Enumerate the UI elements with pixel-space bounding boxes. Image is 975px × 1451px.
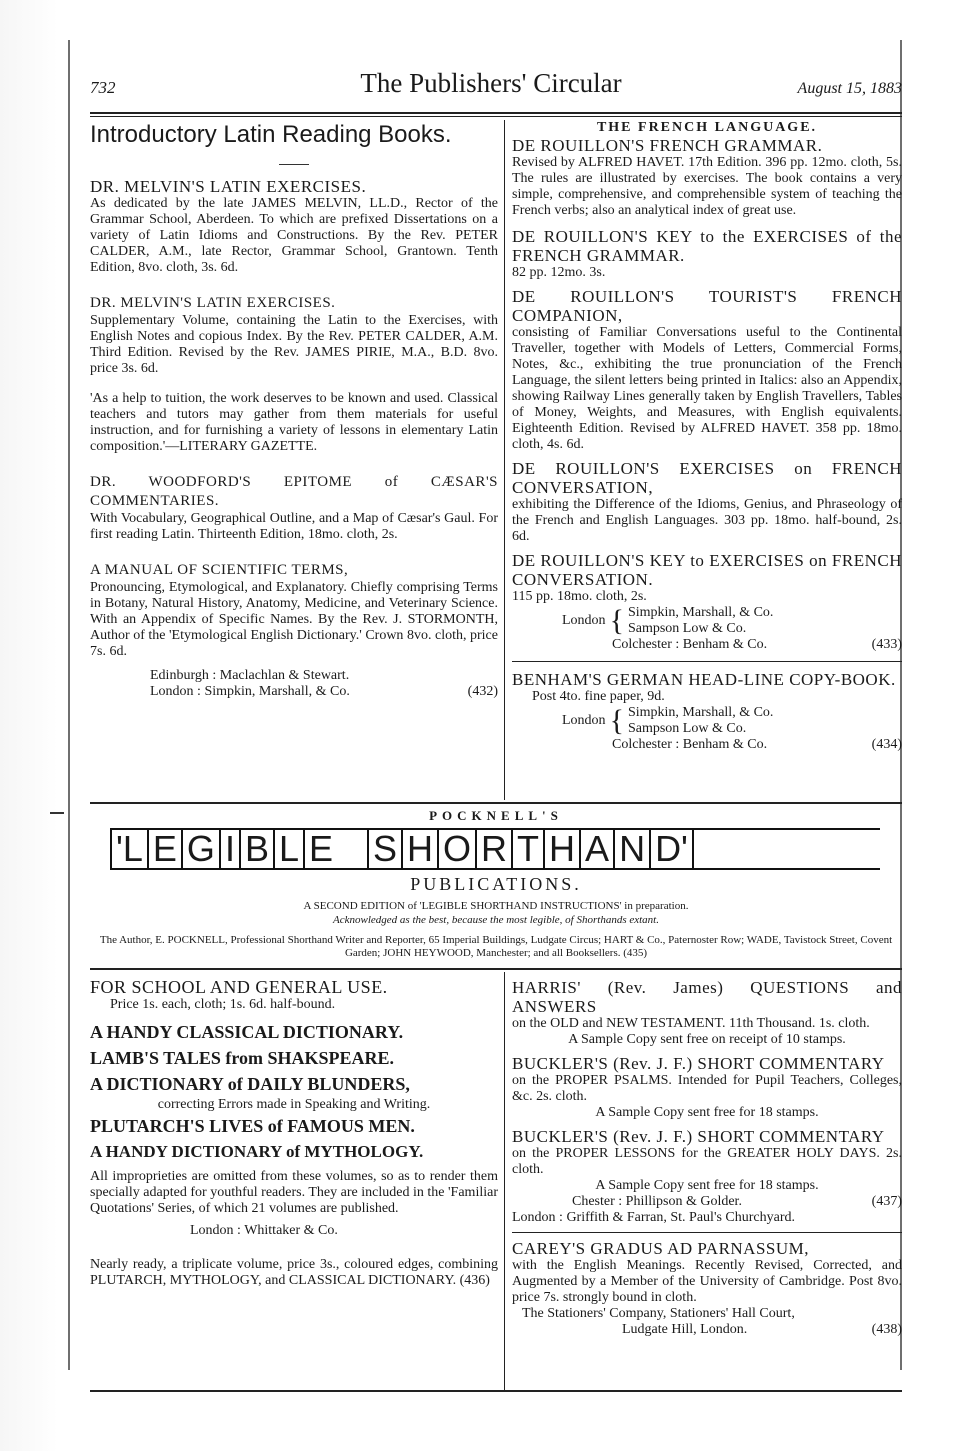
ad-body: With Vocabulary, Geographical Outline, and a Map of Cæsar's Gaul. For first reading Latin. Thirteenth Edition, 18mo. cloth, 2s.	[90, 511, 498, 542]
publisher-name: Simpkin, Marshall, & Co.	[627, 705, 774, 720]
london-label: London	[562, 613, 606, 628]
ad-body: consisting of Familiar Conversations useful to the Continental Traveller, together with Models of Letters, Commercial Forms, Notes, &c., exhibiting the true pronunciation of the French Language, the silent letters being printed in Italics: also an Appendix, showing Railway Lines generally taken by English Travellers, Tables of Money, Weights, and Measures, with English equivalents. Eighteenth Edition. Revised by ALFRED HAVET. 358 pp. 18mo. cloth, 4s. 6d.	[512, 325, 902, 452]
publisher-name: Sampson Low & Co.	[627, 721, 747, 736]
banner-letter: R	[475, 830, 511, 868]
chester-line	[512, 1194, 902, 1210]
book-title: A HANDY CLASSICAL DICTIONARY.	[90, 1022, 404, 1042]
footer-rule	[90, 1390, 902, 1392]
banner-letter: H	[543, 830, 579, 868]
column-divider-top	[504, 120, 505, 800]
book-title: LAMB'S TALES from SHAKSPEARE.	[90, 1048, 395, 1068]
ad-number: (437)	[871, 1194, 902, 1209]
book-subtitle: correcting Errors made in Speaking and Writing.	[157, 1097, 431, 1112]
ad-price: Price 1s. each, cloth; 1s. 6d. half-bound.	[110, 997, 336, 1012]
banner-letter: S	[367, 830, 401, 868]
whittaker-ad	[90, 978, 498, 1289]
ad-body: exhibiting the Difference of the Idioms, Genius, and Phraseology of the French and English Languages. 303 pp. 18mo. half-bound, 2s. 6d.	[512, 497, 902, 544]
buckler-lessons-ad	[512, 1127, 902, 1194]
melvin-exercises-ad	[90, 177, 498, 276]
ad-rule	[512, 1232, 902, 1233]
ad-title: DE ROUILLON'S TOURIST'S FRENCH COMPANION,	[512, 287, 902, 325]
publisher-name: Sampson Low & Co.	[627, 621, 747, 636]
section-rule	[90, 968, 902, 970]
brace-icon: {	[609, 604, 624, 637]
left-heading: Introductory Latin Reading Books.	[90, 121, 452, 148]
section-rule	[90, 802, 902, 804]
ad-body: on the PROPER PSALMS. Intended for Pupil Teachers, Colleges, &c. 2s. cloth.	[512, 1073, 902, 1104]
buckler-psalms-ad	[512, 1054, 902, 1121]
ad-title: DE ROUILLON'S KEY to the EXERCISES of the FRENCH GRAMMAR.	[512, 227, 902, 265]
ad-number: (438)	[871, 1322, 902, 1337]
ad-number: (434)	[871, 737, 902, 752]
ad-number: (432)	[467, 684, 498, 699]
ad-title: HARRIS' (Rev. James) QUESTIONS and ANSWERS	[512, 978, 902, 1016]
rouillon-key-ad	[512, 227, 902, 281]
literary-gazette-quote: 'As a help to tuition, the work deserves to be known and used. Classical teachers and tutors may gather from them materials for useful instruction, and for furnishing a variety of lessons in elementary Latin composition.'—LITERARY GAZETTE.	[90, 391, 498, 454]
carey-gradus-ad	[512, 1239, 902, 1306]
imprint-london: London : Whittaker & Co.	[190, 1223, 338, 1238]
ad-title: BUCKLER'S (Rev. J. F.) SHORT COMMENTARY	[512, 1054, 885, 1073]
ad-body: on the PROPER LESSONS for the GREATER HOLY DAYS. 2s. cloth.	[512, 1146, 902, 1177]
banner-letter: I	[219, 830, 239, 868]
banner-letter: B	[239, 830, 273, 868]
sample-note: A Sample Copy sent free for 18 stamps.	[595, 1105, 819, 1120]
publisher-name: Simpkin, Marshall, & Co.	[627, 605, 774, 620]
imprint-london	[90, 684, 498, 700]
ad-title: FOR SCHOOL AND GENERAL USE.	[90, 977, 388, 997]
banner-letter: L	[273, 830, 303, 868]
page-title: The Publishers' Circular	[360, 68, 622, 98]
bottom-right-column	[512, 978, 902, 1338]
london-line: London : Griffith & Farran, St. Paul's Churchyard.	[512, 1210, 796, 1225]
imprint-london-text: London : Simpkin, Marshall, & Co.	[150, 684, 350, 699]
banner-letter: O	[437, 830, 475, 868]
ad-body: 82 pp. 12mo. 3s.	[512, 265, 606, 280]
right-column	[512, 120, 902, 753]
pocknell-overline: POCKNELL'S	[429, 808, 563, 823]
ad-rule	[512, 661, 902, 662]
ad-title: DE ROUILLON'S EXERCISES on FRENCH CONVERSATION,	[512, 459, 902, 497]
header-rule	[90, 112, 902, 114]
page-margin	[0, 0, 58, 1451]
banner-letter: 'L	[110, 830, 147, 868]
ad-body: As dedicated by the late JAMES MELVIN, LL.D., Rector of the Grammar School, Aberdeen. To which are prefixed Dissertations on a variety of Latin Idioms and Constructions. By the Rev. PETER CALDER, A.M., late Rector, Grammar School, Grantown. Tenth Edition, 8vo. cloth, 3s. 6d.	[90, 196, 498, 275]
ludgate-text: Ludgate Hill, London.	[622, 1322, 748, 1337]
ad-body: Supplementary Volume, containing the Latin to the Exercises, with English Notes and copious Index. By the Rev. PETER CALDER, A.M. Third Edition. Revised by the Rev. JAMES PIRIE, M.A., B.D. 8vo. price 3s. 6d.	[90, 313, 498, 376]
imprint-edinburgh: Edinburgh : Maclachlan & Stewart.	[150, 668, 350, 683]
ad-title: CAREY'S GRADUS AD PARNASSUM,	[512, 1239, 810, 1258]
ad-title: BENHAM'S GERMAN HEAD-LINE COPY-BOOK.	[512, 670, 896, 689]
pocknell-line-1: A SECOND EDITION of 'LEGIBLE SHORTHAND INSTRUCTIONS' in preparation.	[303, 900, 689, 912]
book-title: A DICTIONARY of DAILY BLUNDERS,	[90, 1074, 410, 1094]
scientific-terms-ad	[90, 561, 498, 660]
harris-questions-ad	[512, 978, 902, 1048]
colchester-line	[512, 637, 902, 653]
nearly-ready-note: Nearly ready, a triplicate volume, price 3s., coloured edges, combining PLUTARCH, MYTHOLOGY, and CLASSICAL DICTIONARY. (436)	[90, 1257, 498, 1288]
ad-title: DR. MELVIN'S LATIN EXERCISES.	[90, 295, 336, 311]
ad-title: DR. MELVIN'S LATIN EXERCISES.	[90, 177, 367, 196]
stationers-line: The Stationers' Company, Stationers' Hall Court,	[522, 1306, 795, 1321]
left-column	[90, 120, 498, 700]
woodford-caesar-ad	[90, 473, 498, 543]
ad-body: on the OLD and NEW TESTAMENT. 11th Thousand. 1s. cloth.	[512, 1016, 870, 1031]
ad-title: DE ROUILLON'S KEY to EXERCISES on FRENCH CONVERSATION.	[512, 551, 902, 589]
ad-title: DE ROUILLON'S FRENCH GRAMMAR.	[512, 136, 823, 155]
book-title: A HANDY DICTIONARY of MYTHOLOGY.	[90, 1142, 424, 1161]
benham-copybook-ad	[512, 670, 902, 705]
rouillon-conversation-key-ad	[512, 551, 902, 605]
sample-note: A Sample Copy sent free for 18 stamps.	[595, 1178, 819, 1193]
page-number: 732	[90, 78, 116, 97]
ad-body: Post 4to. fine paper, 9d.	[532, 689, 665, 704]
pocknell-line-3: The Author, E. POCKNELL, Professional Shorthand Writer and Reporter, 65 Imperial Buildings, Ludgate Circus; HART & Co., Paternoster Row; WADE, Tavistock Street, Covent Garden; JOHN HEYWOOD, Manchester; and all Booksellers. (435)	[99, 934, 893, 959]
pocknell-line-2: Acknowledged as the best, because the most legible, of Shorthands extant.	[333, 914, 659, 926]
publisher-block-1	[512, 605, 902, 637]
melvin-supplement-ad	[90, 294, 498, 377]
ludgate-line	[512, 1322, 902, 1338]
page-header	[80, 60, 902, 110]
left-border-rule	[68, 40, 70, 1370]
banner-letter: T	[511, 830, 543, 868]
ad-body: Revised by ALFRED HAVET. 17th Edition. 396 pp. 12mo. cloth, 5s. The rules are illustrated by exercises. The book contains a very simple, comprehensive, and comprehensible system of teaching the French verbs; also an analytical index of great use.	[512, 155, 902, 218]
banner-letter: E	[303, 830, 337, 868]
banner-letter: H	[401, 830, 437, 868]
margin-tick	[50, 812, 64, 814]
ad-body: with the English Meanings. Recently Revised, Corrected, and Augmented by a Member of the University of Cambridge. Post 8vo. price 7s. strongly bound in cloth.	[512, 1258, 902, 1305]
legible-shorthand-banner	[110, 828, 880, 870]
right-heading: THE FRENCH LANGUAGE.	[596, 120, 818, 135]
publications-heading: PUBLICATIONS.	[410, 874, 582, 894]
banner-letter: G	[181, 830, 219, 868]
banner-letter: D'	[649, 830, 694, 868]
issue-date: August 15, 1883	[797, 80, 902, 97]
sample-note: A Sample Copy sent free on receipt of 10 stamps.	[568, 1032, 846, 1047]
book-title: PLUTARCH'S LIVES of FAMOUS MEN.	[90, 1116, 415, 1136]
ad-body: 115 pp. 18mo. cloth, 2s.	[512, 589, 647, 604]
page	[80, 60, 902, 1390]
ad-number: (433)	[871, 637, 902, 652]
column-divider-bottom	[504, 972, 505, 1390]
colchester-line	[512, 737, 902, 753]
colchester-text: Colchester : Benham & Co.	[612, 737, 768, 752]
rouillon-grammar-ad	[512, 136, 902, 219]
chester-text: Chester : Phillipson & Golder.	[572, 1194, 742, 1209]
header-rule-thin	[90, 116, 902, 117]
banner-letter: N	[613, 830, 649, 868]
colchester-text: Colchester : Benham & Co.	[612, 637, 768, 652]
divider	[279, 164, 309, 165]
banner-letter: A	[579, 830, 613, 868]
london-label: London	[562, 713, 606, 728]
ad-title: DR. WOODFORD'S EPITOME of CÆSAR'S COMMENTARIES.	[90, 474, 498, 509]
ad-body: Pronouncing, Etymological, and Explanatory. Chiefly comprising Terms in Botany, Natural History, Anatomy, Medicine, and Veterinary Science. With an Appendix of Specific Names. By the Rev. J. STORMONTH, Author of the 'Etymological English Dictionary.' Crown 8vo. cloth, price 7s. 6d.	[90, 580, 498, 659]
ad-title: BUCKLER'S (Rev. J. F.) SHORT COMMENTARY	[512, 1127, 885, 1146]
ad-body: All improprieties are omitted from these volumes, so as to render them specially adapted for youthful readers. They are included in the 'Familiar Quotations' Series, of which 21 volumes are published.	[90, 1169, 498, 1216]
rouillon-exercises-ad	[512, 459, 902, 545]
rouillon-tourist-ad	[512, 287, 902, 453]
banner-letter: E	[147, 830, 181, 868]
publisher-block-2	[512, 705, 902, 737]
ad-title: A MANUAL OF SCIENTIFIC TERMS,	[90, 562, 349, 578]
brace-icon: {	[609, 704, 624, 737]
